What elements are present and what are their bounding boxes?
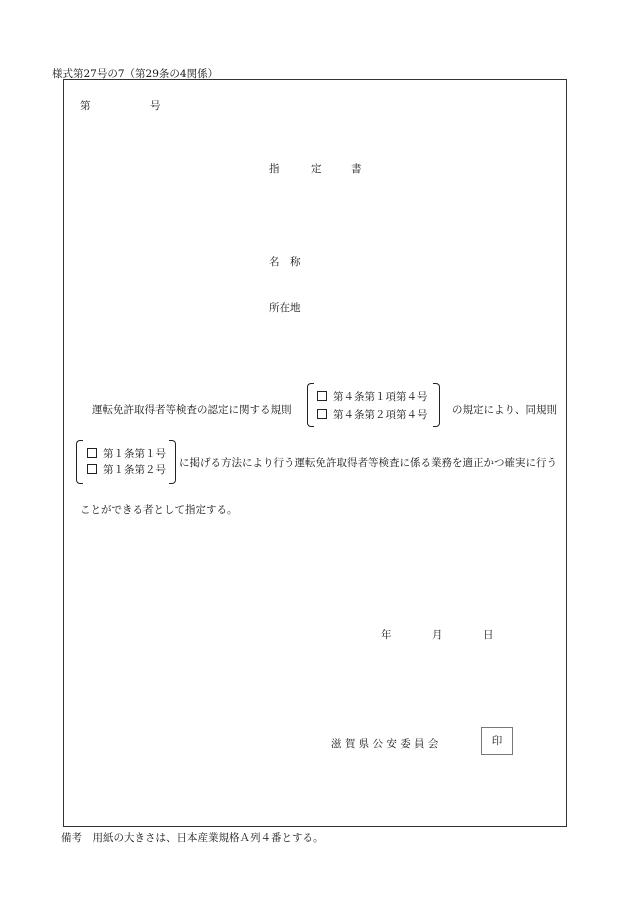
option-article4-para2: [317, 407, 428, 422]
option-label: 第４条第２項第４号: [333, 409, 428, 421]
number-suffix: 号: [150, 100, 161, 112]
seal-box: 印: [481, 727, 513, 755]
option-article4-para1: [317, 389, 428, 404]
option-article1-item1: [87, 446, 166, 461]
title-char-1: 指: [269, 163, 280, 175]
sentence-part-4: ことができる者として指定する。: [80, 504, 238, 516]
title-char-2: 定: [311, 163, 322, 175]
option-label: 第１条第１号: [103, 448, 166, 460]
title-char-3: 書: [351, 163, 362, 175]
sentence-part-2: の規定により、同規則: [452, 404, 557, 416]
sentence-part-1: 運転免許取得者等検査の認定に関する規則: [92, 404, 292, 416]
issuer-name: 滋 賀 県 公 安 委 員 会: [331, 738, 439, 750]
address-label: 所在地: [269, 302, 301, 314]
bracket-right-2: [169, 440, 176, 484]
option-label: 第１条第２号: [103, 464, 166, 476]
form-reference: 様式第27号の7（第29条の4関係）: [52, 68, 219, 80]
number-prefix: 第: [80, 100, 91, 112]
sentence-part-3: に掲げる方法により行う運転免許取得者等検査に係る業務を適正かつ確実に行う: [179, 457, 557, 469]
name-label-char-1: 名: [269, 256, 280, 268]
option-label: 第４条第１項第４号: [333, 391, 428, 403]
option-article1-item2: [87, 462, 166, 477]
footnote: 備考 用紙の大きさは、日本産業規格Ａ列４番とする。: [61, 832, 324, 844]
bracket-right-1: [433, 383, 440, 427]
bracket-left-2: [76, 440, 83, 484]
bracket-left-1: [307, 383, 314, 427]
checkbox-icon: [87, 448, 97, 458]
date-day: 日: [483, 629, 494, 641]
checkbox-icon: [317, 409, 327, 419]
name-label-char-2: 称: [290, 256, 301, 268]
date-month: 月: [432, 629, 443, 641]
date-year: 年: [381, 629, 392, 641]
checkbox-icon: [87, 464, 97, 474]
checkbox-icon: [317, 391, 327, 401]
